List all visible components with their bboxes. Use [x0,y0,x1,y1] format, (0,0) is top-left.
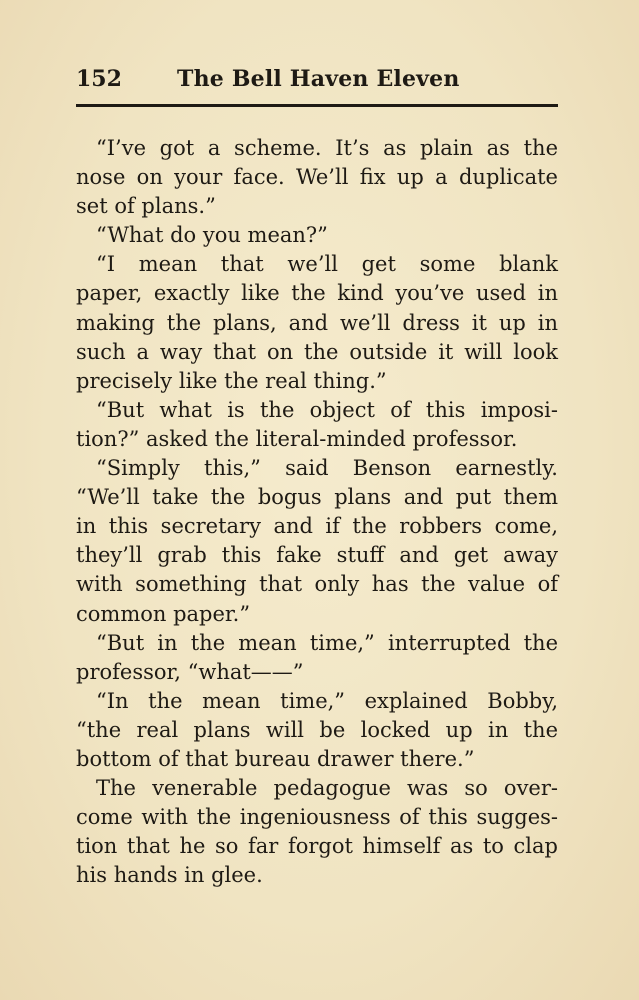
text-line: his hands in glee. [76,863,263,888]
text-line: making the plans, and we’ll dress it up in [76,310,558,335]
text-line: bottom of that bureau drawer there.” [76,746,475,771]
text-line: set of plans.” [76,194,216,219]
text-line: “We’ll take the bogus plans and put them [76,485,558,510]
text-line: nose on your face. We’ll fix up a duplicate [76,165,558,190]
text-line: The venerable pedagogue was so over- [96,776,558,801]
text-line: “But in the mean time,” interrupted the [96,630,558,655]
text-line: “I’ve got a scheme. It’s as plain as the [96,136,558,160]
text-line: with something that only has the value of [76,572,558,597]
text-line: “the real plans will be locked up in the [76,717,558,742]
text-line: common paper.” [76,601,251,626]
text-line: “I mean that we’ll get some blank [96,252,558,277]
text-line: come with the ingeniousness of this sugges- [76,805,558,830]
page-number: 152 [76,66,122,92]
text-line: they’ll grab this fake stuff and get away [76,543,558,568]
text-line: “In the mean time,” explained Bobby, [96,688,558,713]
text-line: tion that he so far forgot himself as to clap [76,834,558,859]
text-line: “Simply this,” said Benson earnestly. [96,456,558,481]
text-line: professor, “what——” [76,659,304,684]
text-line: such a way that on the outside it will look [76,339,558,364]
page-header [76,66,558,98]
text-line: paper, exactly like the kind you’ve used in [76,281,558,306]
text-line: tion?” asked the literal-minded professor. [76,426,518,451]
text-line: in this secretary and if the robbers come, [76,514,558,539]
text-line: precisely like the real thing.” [76,368,387,393]
running-title: The Bell Haven Eleven [177,66,460,92]
body-text [76,134,558,890]
header-rule [76,104,558,107]
text-line: “What do you mean?” [96,223,328,248]
text-line: “But what is the object of this imposi- [96,397,558,422]
